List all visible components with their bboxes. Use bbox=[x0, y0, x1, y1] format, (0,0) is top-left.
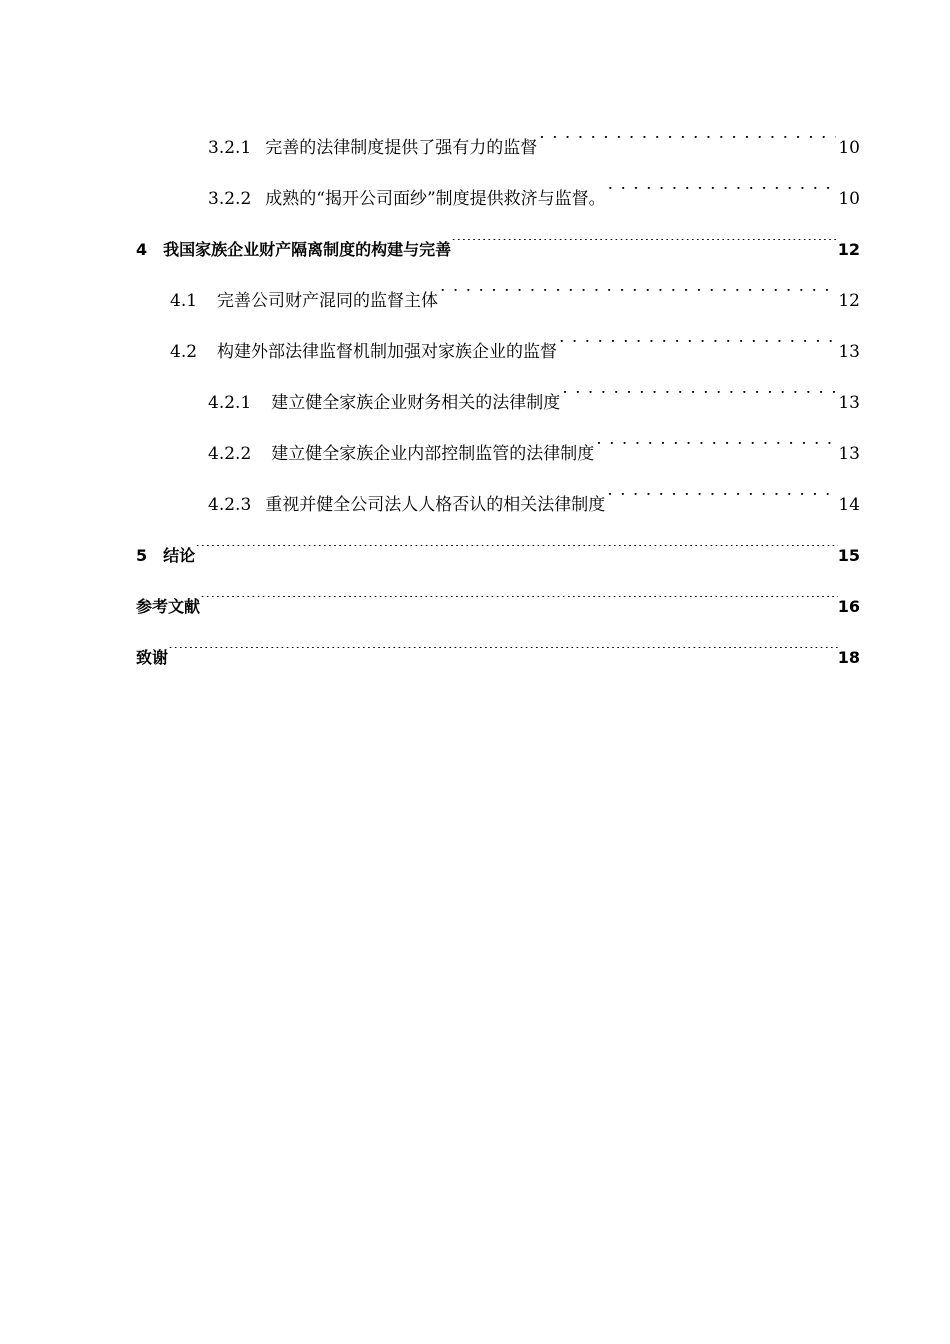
toc-dot-leader bbox=[451, 239, 838, 255]
toc-entry-number: 4.2.3 bbox=[208, 495, 252, 515]
toc-entry-page: 13 bbox=[838, 393, 860, 413]
toc-entry-title: 结论 bbox=[163, 546, 196, 565]
toc-entry-page: 12 bbox=[837, 240, 860, 259]
toc-dot-leader bbox=[440, 289, 836, 306]
toc-entry[interactable] bbox=[136, 485, 860, 536]
toc-entry-page: 14 bbox=[838, 495, 860, 515]
toc-entry-title: 完善公司财产混同的监督主体 bbox=[217, 291, 439, 311]
toc-entry-title: 完善的法律制度提供了强有力的监督 bbox=[265, 138, 538, 158]
toc-entry-number: 3.2.1 bbox=[208, 138, 252, 158]
toc-entry-title: 构建外部法律监督机制加强对家族企业的监督 bbox=[217, 342, 558, 362]
toc-dot-leader bbox=[559, 340, 836, 357]
toc-entry-page: 13 bbox=[838, 342, 860, 362]
toc-entry-title: 重视并健全公司法人人格否认的相关法律制度 bbox=[265, 495, 606, 515]
toc-dot-leader bbox=[562, 391, 836, 408]
toc-entry-page: 15 bbox=[837, 546, 860, 565]
toc-entry[interactable] bbox=[136, 587, 860, 638]
toc-entry-page: 12 bbox=[838, 291, 860, 311]
toc-entry-number: 3.2.2 bbox=[208, 189, 252, 209]
toc-entry[interactable] bbox=[136, 179, 860, 230]
toc-entry[interactable] bbox=[136, 383, 860, 434]
toc-entry[interactable] bbox=[136, 281, 860, 332]
toc-dot-leader bbox=[608, 187, 837, 204]
toc-entry-number: 4.2 bbox=[170, 342, 198, 362]
toc-entry-title: 成熟的“揭开公司面纱”制度提供救济与监督。 bbox=[265, 189, 606, 209]
toc-entry-page: 10 bbox=[838, 189, 860, 209]
toc-dot-leader bbox=[607, 493, 836, 510]
toc-entry-title: 参考文献 bbox=[136, 597, 201, 616]
toc-entry-page: 13 bbox=[838, 444, 860, 464]
toc-entry-number: 4.1 bbox=[170, 291, 198, 311]
toc-entry-title: 建立健全家族企业财务相关的法律制度 bbox=[271, 393, 561, 413]
table-of-contents bbox=[136, 128, 860, 689]
toc-entry-title: 我国家族企业财产隔离制度的构建与完善 bbox=[163, 240, 452, 259]
toc-entry-page: 10 bbox=[838, 138, 860, 158]
toc-entry-title: 建立健全家族企业内部控制监管的法律制度 bbox=[271, 444, 595, 464]
toc-entry-page: 16 bbox=[837, 597, 860, 616]
toc-entry-number: 5 bbox=[136, 546, 148, 565]
toc-dot-leader bbox=[539, 136, 836, 153]
toc-dot-leader bbox=[168, 647, 838, 663]
toc-dot-leader bbox=[200, 596, 838, 612]
toc-dot-leader bbox=[195, 545, 838, 561]
toc-entry-number: 4.2.2 bbox=[208, 444, 252, 464]
toc-entry-number: 4 bbox=[136, 240, 148, 259]
toc-entry-number: 4.2.1 bbox=[208, 393, 252, 413]
toc-entry[interactable] bbox=[136, 638, 860, 689]
toc-entry[interactable] bbox=[136, 332, 860, 383]
toc-dot-leader bbox=[596, 442, 836, 459]
toc-entry[interactable] bbox=[136, 434, 860, 485]
toc-entry[interactable] bbox=[136, 128, 860, 179]
toc-entry[interactable] bbox=[136, 536, 860, 587]
toc-entry-title: 致谢 bbox=[136, 648, 169, 667]
toc-entry-page: 18 bbox=[837, 648, 860, 667]
toc-entry[interactable] bbox=[136, 230, 860, 281]
